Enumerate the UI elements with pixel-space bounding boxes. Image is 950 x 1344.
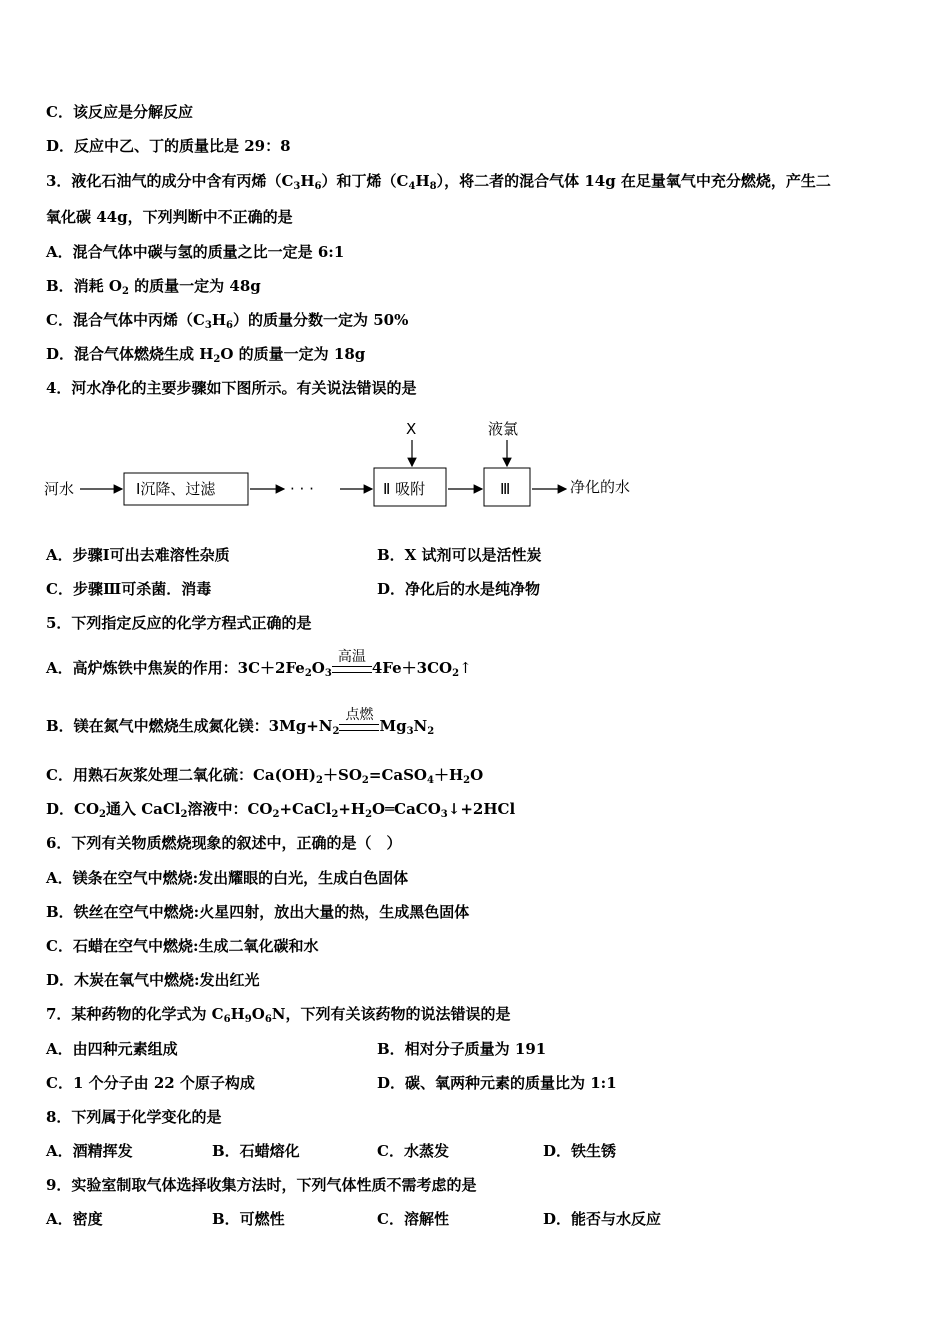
q7-option-d: D．碳、氧两种元素的质量比为 1:1 [377,1074,617,1092]
q4-option-c: C．步骤Ⅲ可杀菌．消毒 [46,580,212,598]
q9-stem: 9．实验室制取气体选择收集方法时，下列气体性质不需考虑的是 [46,1176,477,1194]
q8-option-b: B．石蜡熔化 [212,1142,300,1160]
reagent-chlorine-label: 液氯 [488,420,519,438]
q8-stem: 8．下列属于化学变化的是 [46,1108,222,1126]
q4-option-b: B．X 试剂可以是活性炭 [377,546,542,564]
reaction-condition-high-temp: 高温 [332,649,372,673]
q5-option-a: A．高炉炼铁中焦炭的作用：$3C+2Fe_2O_3$ 高温 $4Fe+3CO_2↑$ [46,649,472,679]
step1-label: Ⅰ沉降、过滤 [136,480,216,498]
q5-stem: 5．下列指定反应的化学方程式正确的是 [46,614,312,632]
q2-option-c: C．该反应是分解反应 [46,103,193,121]
q3-option-c: C．混合气体中丙烯$(C_3H_6)$的质量分数一定为 50% [46,311,409,331]
q2-option-d: D．反应中乙、丁的质量比是 29：8 [46,137,291,155]
step2-label: Ⅱ 吸附 [383,480,426,498]
q6-option-d: D．木炭在氧气中燃烧:发出红光 [46,971,260,989]
q4-option-a: A．步骤Ⅰ可出去难溶性杂质 [46,546,230,564]
ellipsis: · · · [290,480,314,498]
q4-stem: 4．河水净化的主要步骤如下图所示。有关说法错误的是 [46,379,417,397]
purified-water-label: 净化的水 [570,478,631,496]
q9-option-b: B．可燃性 [212,1210,285,1228]
q8-option-a: A．酒精挥发 [46,1142,133,1160]
q3-stem-cont: 氧化碳 44g，下列判断中不正确的是 [46,208,293,226]
q5-option-d: D．$CO_2$通入 CaCl$_2$溶液中：$CO_2+CaCl_2+H_2O═CaCO_3↓+2HCl$ [46,800,516,820]
step3-label: Ⅲ [500,480,511,498]
reaction-condition-ignite: 点燃 [339,707,379,731]
q9-option-c: C．溶解性 [377,1210,449,1228]
q5-option-b: B．镁在氮气中燃烧生成氮化镁：$3Mg+N_2$ 点燃 $Mg_3N_2$ [46,707,435,737]
q3-option-d: D．混合气体燃烧生成 $H_2O$ 的质量一定为 18g [46,345,366,365]
q6-option-c: C．石蜡在空气中燃烧:生成二氧化碳和水 [46,937,319,955]
q6-stem: 6．下列有关物质燃烧现象的叙述中，正确的是（ ） [46,834,402,852]
q7-option-b: B．相对分子质量为 191 [377,1040,547,1058]
q8-option-c: C．水蒸发 [377,1142,449,1160]
q6-option-b: B．铁丝在空气中燃烧:火星四射，放出大量的热，生成黑色固体 [46,903,470,921]
q8-option-d: D．铁生锈 [543,1142,617,1160]
q5-option-c: C．用熟石灰浆处理二氧化硫：$Ca(OH)_2+SO_2=CaSO_4+H_2O$ [46,766,484,786]
q3-option-a: A．混合气体中碳与氢的质量之比一定是 6:1 [46,243,345,261]
water-purification-diagram [40,410,660,520]
q3-option-b: B．消耗 $O_2$ 的质量一定为 48g [46,277,261,297]
q7-stem: 7．某种药物的化学式为 $C_6H_9O_6N$，下列有关该药物的说法错误的是 [46,1005,511,1025]
q7-option-a: A．由四种元素组成 [46,1040,178,1058]
reagent-x-label: X [406,420,417,438]
river-water-label: 河水 [44,480,75,498]
q9-option-a: A．密度 [46,1210,103,1228]
q9-option-d: D．能否与水反应 [543,1210,662,1228]
q4-option-d: D．净化后的水是纯净物 [377,580,541,598]
q6-option-a: A．镁条在空气中燃烧:发出耀眼的白光，生成白色固体 [46,869,409,887]
q7-option-c: C．1 个分子由 22 个原子构成 [46,1074,255,1092]
q3-stem: 3．液化石油气的成分中含有丙烯$(C_3H_6)$和丁烯$(C_4H_8)$，将二者的混合气体 14g 在足量氧气中充分燃烧，产生二 [46,172,831,192]
